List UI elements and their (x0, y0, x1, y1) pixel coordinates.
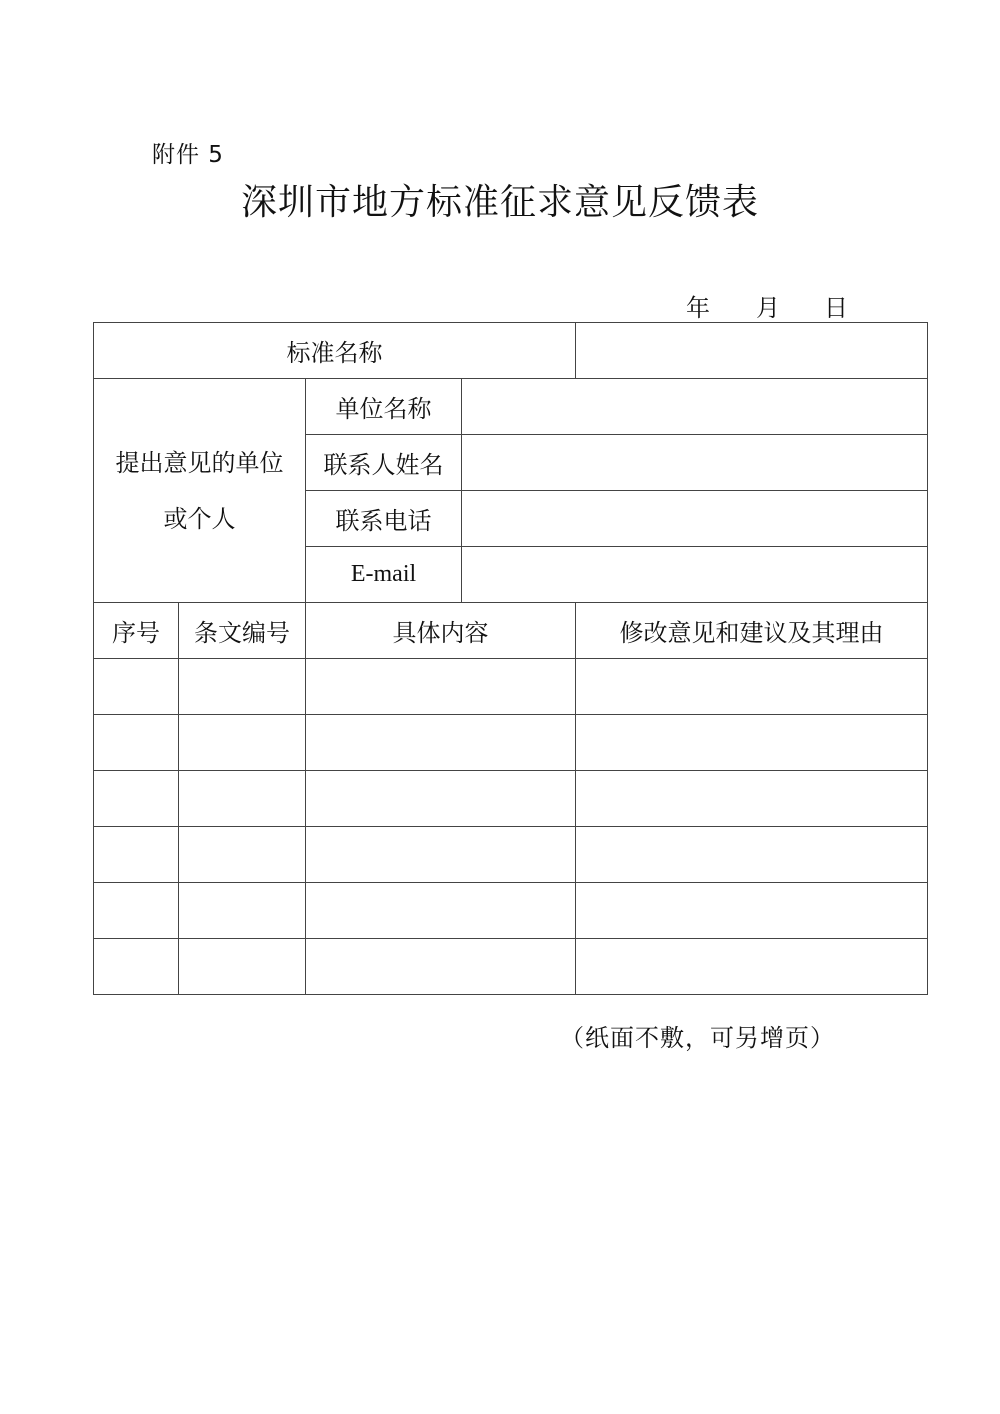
date-month-label: 月 (756, 294, 780, 322)
clause-cell[interactable] (179, 715, 306, 771)
suggestion-cell[interactable] (576, 883, 928, 939)
unit-name-field[interactable] (462, 379, 928, 435)
serial-cell[interactable] (94, 771, 179, 827)
column-header-serial: 序号 (94, 603, 179, 659)
contact-phone-field[interactable] (462, 491, 928, 547)
serial-cell[interactable] (94, 715, 179, 771)
table-row (94, 771, 928, 827)
table-row (94, 883, 928, 939)
content-cell[interactable] (306, 771, 576, 827)
submitter-label-line2: 或个人 (163, 504, 236, 533)
submitter-label-line1: 提出意见的单位 (115, 448, 284, 477)
footer-note: （纸面不敷，可另增页） (560, 1024, 835, 1052)
standard-name-row (94, 323, 928, 379)
table-row (94, 827, 928, 883)
document-title: 深圳市地方标准征求意见反馈表 (240, 182, 759, 223)
table-row (94, 715, 928, 771)
contact-name-field[interactable] (462, 435, 928, 491)
serial-cell[interactable] (94, 883, 179, 939)
suggestion-cell[interactable] (576, 659, 928, 715)
feedback-form-table (93, 322, 928, 995)
content-cell[interactable] (306, 883, 576, 939)
serial-cell[interactable] (94, 659, 179, 715)
content-cell[interactable] (306, 939, 576, 995)
standard-name-field[interactable] (576, 323, 928, 379)
contact-phone-label: 联系电话 (306, 491, 462, 547)
submitter-label (94, 379, 306, 603)
clause-cell[interactable] (179, 659, 306, 715)
clause-cell[interactable] (179, 771, 306, 827)
suggestion-cell[interactable] (576, 771, 928, 827)
unit-name-label: 单位名称 (306, 379, 462, 435)
content-cell[interactable] (306, 659, 576, 715)
clause-cell[interactable] (179, 939, 306, 995)
suggestion-cell[interactable] (576, 939, 928, 995)
clause-cell[interactable] (179, 883, 306, 939)
contact-name-label: 联系人姓名 (306, 435, 462, 491)
standard-name-label: 标准名称 (94, 323, 576, 379)
suggestion-cell[interactable] (576, 715, 928, 771)
content-cell[interactable] (306, 827, 576, 883)
table-row (94, 939, 928, 995)
serial-cell[interactable] (94, 827, 179, 883)
column-header-clause: 条文编号 (179, 603, 306, 659)
email-field[interactable] (462, 547, 928, 603)
attachment-label: 附件 5 (152, 142, 224, 168)
date-day-label: 日 (824, 294, 848, 322)
suggestion-cell[interactable] (576, 827, 928, 883)
column-header-suggestion: 修改意见和建议及其理由 (576, 603, 928, 659)
date-year-label: 年 (686, 294, 710, 322)
content-cell[interactable] (306, 715, 576, 771)
column-header-content: 具体内容 (306, 603, 576, 659)
serial-cell[interactable] (94, 939, 179, 995)
clause-cell[interactable] (179, 827, 306, 883)
unit-name-row (94, 379, 928, 435)
column-header-row (94, 603, 928, 659)
email-label: E-mail (306, 547, 462, 603)
table-row (94, 659, 928, 715)
